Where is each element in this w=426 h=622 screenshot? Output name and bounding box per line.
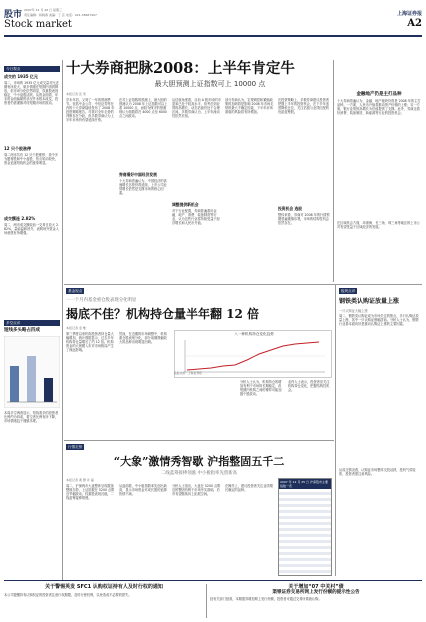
masthead bbox=[4, 5, 422, 45]
left-mini-bar-chart bbox=[4, 336, 60, 408]
right-column-text-2: 在区域机会方面，环渤海、长三角、珠三角等地区的上市公司有望受益于区域经济的发展。 bbox=[337, 221, 420, 229]
right-lower-subtitle: 一只认购证大幅上涨 bbox=[339, 309, 368, 313]
left-ratio-text: 周二，两市成交额较前一交易日放大 2.82%，量能温和回升，表明场外资金入场意愿有所增强。 bbox=[4, 223, 60, 235]
fund-bottom-rule bbox=[64, 440, 334, 441]
right-lower-tag: 板块点评 bbox=[341, 289, 356, 293]
lead-col-3 bbox=[172, 98, 222, 276]
main-subheadline: 最大胆预测上证指数可上 10000 点 bbox=[154, 80, 266, 88]
lead-col-4: 部分券商认为，宏观调控和紧缩政策的加码将是影响 2008 年市场走势的最大不确定因素，下半年市场面临的风险将有所增加。 bbox=[225, 98, 274, 114]
second-col-2: 从盘面看，中小板指数率先创出新高，显示市场资金对成长股的追捧热情不减。 bbox=[119, 484, 167, 496]
bottom-right-notice-text: 经有关部门批准，本期债券增加网上发行份额，投资者可通过交易所系统认购。 bbox=[210, 597, 322, 601]
fund-headline: 揭底不佳？机构持仓量半年翻 12 倍 bbox=[66, 307, 260, 321]
lead-subhead-1: 券商看好中国经济发展 bbox=[119, 172, 157, 177]
left-ratio-heading: 成交额连 2.82% bbox=[4, 216, 36, 221]
lead-col-5 bbox=[278, 98, 330, 276]
second-subtitle: 二线蓝筹接棒领涨 中小板指率先创新高 bbox=[160, 471, 238, 476]
fund-col-1: 第三季度以来机构投资者持仓量大幅增加，统计数据显示，过去半年机构持仓量增长了约 12 倍。机构资金的大规模入市对市场格局产生了深远影响。 bbox=[66, 332, 114, 352]
right-lower-text-2: 从成交情况看，认购证市场整体交投活跃，投机气氛较浓，投资者需注意风险。 bbox=[339, 468, 416, 476]
second-col-4: 在操作上，建议投资者关注业绩增长确定的品种。 bbox=[225, 484, 273, 492]
second-byline: 本报记者 黄 群 许 磊 bbox=[66, 478, 94, 482]
right-column-title: 金融地产仍是主打品种 bbox=[356, 92, 402, 97]
lead-col-3b-text: 对于行业配置，券商普遍看好金融、地产、消费、装备制造等行业，认为这些行业将持续受益于经济增长和人民币升值。 bbox=[172, 209, 220, 225]
main-headline: 十大券商把脉2008：上半年肯定牛 bbox=[66, 60, 295, 77]
main-byline: 本报记者 张 雪 bbox=[66, 92, 86, 96]
market-table-body bbox=[279, 489, 331, 575]
brand-name: 上海证券报 bbox=[396, 11, 422, 17]
lead-col-2 bbox=[119, 98, 169, 276]
page-number: A2 bbox=[407, 18, 422, 29]
bottom-right-notice-title: 关于增加“07 中关村”债 bbox=[288, 584, 344, 590]
left-chart-title: 短线多头略占四成 bbox=[4, 328, 40, 333]
second-story-tag: 行情走势 bbox=[68, 445, 83, 449]
bottom-left-notice-text: 本公司提醒持有认购权证的投资者注意行权期限，及时行使权利，以免造成不必要的损失。 bbox=[4, 593, 132, 597]
lead-subhead-3: 投资机会 选股 bbox=[278, 206, 303, 211]
fund-col-2: 然而，在近期的市场调整中，机构重仓股表现分化，部分前期涨幅较大的品种出现明显回调。 bbox=[119, 332, 167, 344]
fund-col-3: 分析人士认为，机构持仓的增加有利于市场的长期稳定，但短期内机构之间的博弈可能加剧个股波动。 bbox=[240, 380, 282, 396]
lead-col-5b-text: 整体来看，券商对 2008 年的行情预期普遍谨慎乐观，市场的结构性机会依然存在。 bbox=[278, 213, 330, 225]
market-table-title: 2007 年 12 月 25 日 沪深股市主要指数一览 bbox=[279, 479, 331, 489]
left-lead-text: 周二，市场的 1935 亿元成交量对比近期有所放大，做多情绪在短期内得到释放，但市场分化依然明显，权重股表现稳定，中小盘股活跃。从资金面看，年末资金面偏紧的状况并未根本改变，投资者仍需谨慎对待短期市场的波动。 bbox=[4, 81, 59, 105]
fund-trend-chart-title: 八一种机构持仓变化趋势 bbox=[234, 332, 274, 336]
second-headline: “大象”激情秀智歇 沪指整固五千二 bbox=[113, 455, 285, 468]
left-chart-tag: 多空点评 bbox=[4, 320, 60, 326]
fund-tag: 基金视点 bbox=[68, 289, 83, 293]
fund-chart-note: 数据来源：上海证券报 bbox=[174, 371, 202, 375]
fund-col-4: 业内人士表示，投资者应关注机构持仓变化，把握结构性机会。 bbox=[288, 380, 330, 392]
section-en: Stock market bbox=[4, 19, 72, 30]
lead-subhead-2: 调整提供新机会 bbox=[172, 202, 199, 207]
lead-col-2-text: 在对上证指数的预测上，最大胆的预测认为 2008 年上证指数可以上看 10000 点，而较为保守的预测则认为指数将在 4000 点至 6000 点之间波动。 bbox=[119, 98, 168, 118]
lead-col-2b-text: 十大券商普遍认为，中国经济的高速增长态势仍将延续，上市公司业绩增长依然是支撑市场的核心因素。 bbox=[119, 179, 167, 195]
left-column-top bbox=[4, 74, 60, 318]
masthead-rule bbox=[4, 35, 422, 37]
right-lower-text: 周二，钢铁类认购证成为市场关注的焦点，多只认购证放量上涨，其中一只认购证涨幅居前。分析人士认为，钢铁行业基本面向好是推动认购证上涨的主要因素。 bbox=[339, 314, 419, 326]
right-lower-title: 钢铁类认购证放量上涨 bbox=[339, 298, 400, 305]
right-divider bbox=[333, 60, 334, 282]
ad-divider bbox=[206, 584, 207, 618]
second-col-1: 周二，沪深两市大盘整体呈现震荡整固态势，上证指数在 5200 点附近窄幅波动。权重股表现沉稳，二线蓝筹接棒领涨。 bbox=[66, 484, 115, 500]
fund-subtitle: 一一个月内基金重仓股表现分化明显 bbox=[66, 298, 137, 303]
market-table bbox=[278, 478, 332, 576]
ad-top-rule bbox=[4, 580, 422, 581]
lead-col-3-text: 从估值角度看，目前 A 股市场的市盈率已处于较高水平，但考虑到业绩的高增长，动态估值仍处于合理区间。多数券商认为，上半年流动性依然充裕。 bbox=[172, 98, 221, 118]
left-small-text: 周二两市共有 12 只个股涨停，其中多为题材股和中小盘股，热点轮动较快，资金追逐短线机会的迹象明显。 bbox=[4, 153, 59, 165]
lead-col-1: 岁末年初，又到了一年的预测季节。包括中金公司、中信证券等在内的十大券商陆续发布了 2008 年投资策略报告。尽管对全年走势的判断存在分歧，但多数券商认为上半年市场仍有望延续升势。 bbox=[66, 98, 115, 122]
left-small-heading: 12 只个股涨停 bbox=[4, 146, 31, 151]
lead-bottom-rule bbox=[64, 284, 422, 285]
second-col-3: 分析人士指出，大盘在 5200 点附近的整固有利于市场夯实基础，后市有望继续向上拓展空间。 bbox=[172, 484, 221, 496]
right-column-text: 十大券商普遍认为，金融、地产板块仍将是 2008 年的主打品种。一方面，人民币升值将推动资产价格的上涨；另一方面，银行业绩的高增长为估值提供了支撑。此外，券商还看好消费、装备制造、新能源等行业的投资机会。 bbox=[337, 99, 421, 115]
bottom-right-notice-title-2: 渠银证券交易所网上发行份额的提示性公告 bbox=[272, 590, 360, 595]
bottom-left-notice bbox=[4, 584, 204, 618]
lead-col-5-text: 在投资策略上，多数券商建议投资者把握上半年的投资机会，在下半年适度降低仓位，关注估值与业绩匹配的优质蓝筹股。 bbox=[278, 98, 329, 114]
right-column bbox=[337, 92, 421, 282]
right-lower-divider bbox=[335, 284, 336, 576]
section-cn: 股市 bbox=[4, 10, 23, 20]
editor-line: 责任编辑：杨晓春 美编：丁 芸 电话：021-38967907 bbox=[24, 13, 97, 17]
bottom-right-notice bbox=[210, 584, 422, 618]
bottom-left-notice-title: 关于警惕英发 SFC1 认购权证持有人及时行权的通知 bbox=[45, 584, 163, 590]
column-divider bbox=[62, 60, 63, 580]
left-lead-title: 成交的 1935 亿元 bbox=[4, 74, 38, 79]
left-bottom-text: 本周多空调查显示，短线看多的投资者比例约为四成，看空者比例有所下降，市场情绪趋于谨慎乐观。 bbox=[4, 411, 59, 423]
left-column-tag: 今日观点 bbox=[4, 66, 60, 72]
date-line: 2007年 12 月 26 日 星期三 bbox=[24, 8, 63, 12]
fund-byline: 本报记者 金 维 bbox=[66, 326, 86, 330]
